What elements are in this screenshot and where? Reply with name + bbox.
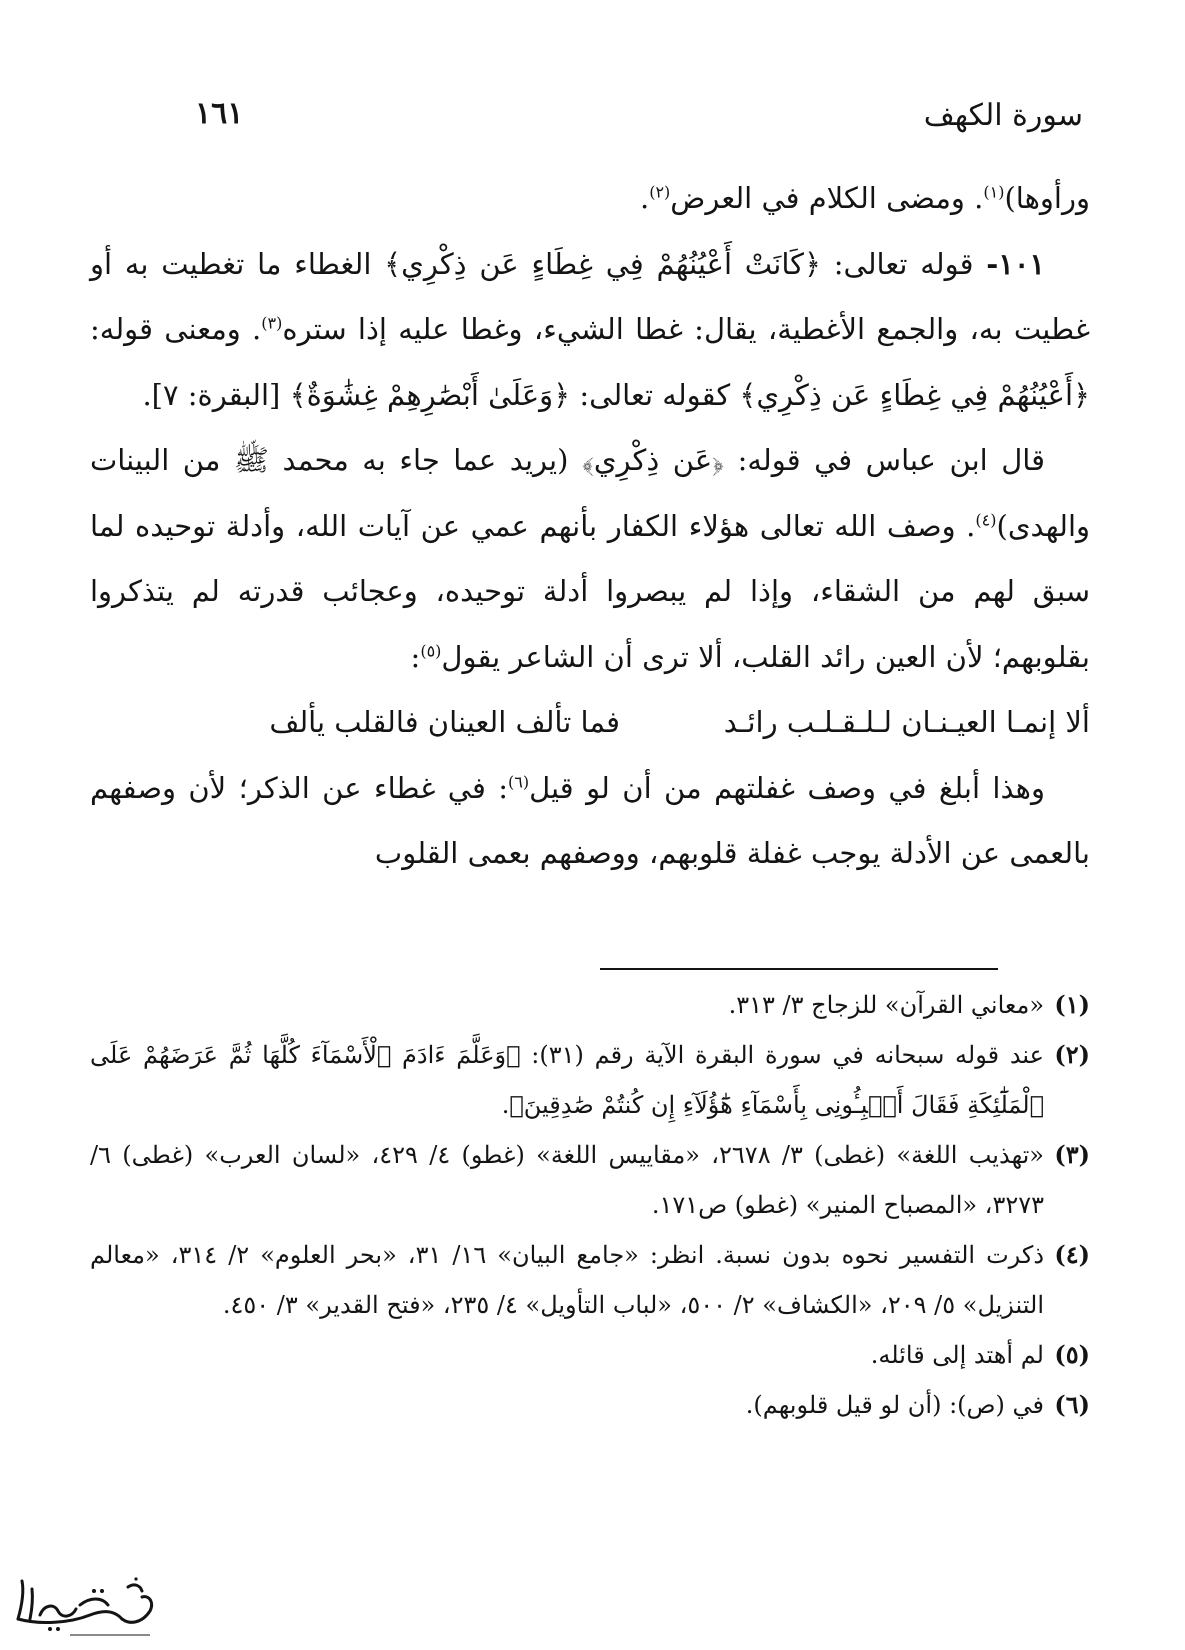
footnote-number: (٤) bbox=[1054, 1240, 1090, 1269]
paragraph-2: ١٠١- قوله تعالى: ﴿كَانَتْ أَعْيُنُهُمْ فِي غِطَاءٍ عَن ذِكْرِي﴾ الغطاء ما تغطيت به أو غطيت به، والجمع الأغطية، يقال: غطا الشيء، وغطا عليه إذا ستره$^{(٣)}$. ومعنى قوله: ﴿أَعْيُنُهُمْ فِي غِطَاءٍ عَن ذِكْرِي﴾ كقوله تعالى: ﴿وَعَلَىٰ أَبْصَٰرِهِمْ غِشَٰوَةٌ﴾ [البقرة: ٧]. bbox=[90, 246, 1091, 412]
footnote-number: (١) bbox=[1054, 990, 1090, 1019]
footnote-ref-3[interactable]: (٣) bbox=[261, 313, 283, 333]
footnote-1 bbox=[90, 980, 1090, 1030]
verse-number: ١٠١- bbox=[986, 246, 1045, 281]
footnote-number: (٦) bbox=[1054, 1390, 1090, 1419]
paragraph-4: وهذا أبلغ في وصف غفلتهم من أن لو قيل$^{(٦)}$: في غطاء عن الذكر؛ لأن وصفهم بالعمى عن الأدلة يوجب غفلة قلوبهم، ووصفهم بعمى القلوب bbox=[90, 770, 1090, 870]
footnote-text: عند قوله سبحانه في سورة البقرة الآية رقم (٣١): ﴿وَعَلَّمَ ءَادَمَ ٱلْأَسْمَآءَ كُلَّهَا ثُمَّ عَرَضَهُمْ عَلَى ٱلْمَلَٰٓئِكَةِ فَقَالَ أَنۢبِـُٔونِى بِأَسْمَآءِ هَٰٓؤُلَآءِ إِن كُنتُمْ صَٰدِقِينَ﴾. bbox=[90, 1041, 1044, 1119]
verse-hemistich-right: ألا إنمـا العيـنـان لـلـقـلـب رائـد bbox=[723, 705, 1090, 739]
footnote-6 bbox=[90, 1380, 1090, 1430]
main-text bbox=[90, 166, 1090, 887]
footnote-4 bbox=[90, 1230, 1090, 1330]
footnote-3 bbox=[90, 1130, 1090, 1230]
footnote-2 bbox=[90, 1030, 1090, 1130]
footnote-5 bbox=[90, 1330, 1090, 1380]
paragraph-3: قال ابن عباس في قوله: ﴿عَن ذِكْرِي﴾ (يريد عما جاء به محمد ﷺ من البينات والهدى)$^{(٤)}$. وصف الله تعالى هؤلاء الكفار بأنهم عمي عن آيات الله، وأدلة توحيده لما سبق لهم من الشقاء، وإذا لم يبصروا أدلة توحيده، وعجائب قدرته لم يتذكروا بقلوبهم؛ لأن العين رائد القلب، ألا ترى أن الشاعر يقول$^{(٥)}$: bbox=[90, 443, 1090, 674]
footnote-text: في (ص): (أن لو قيل قلوبهم). bbox=[745, 1391, 1044, 1419]
footnote-ref-5[interactable]: (٥) bbox=[420, 640, 442, 660]
running-header-surah: سورة الكهف bbox=[923, 98, 1083, 133]
footnote-text: لم أهتد إلى قائله. bbox=[870, 1341, 1044, 1369]
footnote-text: «معاني القرآن» للزجاج ٣/ ٣١٣. bbox=[728, 991, 1044, 1019]
footnote-number: (٣) bbox=[1054, 1140, 1090, 1169]
footnote-ref-2[interactable]: (٢) bbox=[649, 182, 671, 202]
footnote-number: (٥) bbox=[1054, 1340, 1090, 1369]
footnote-text: «تهذيب اللغة» (غطى) ٣/ ٢٦٧٨، «مقاييس اللغة» (غطو) ٤/ ٤٢٩، «لسان العرب» (غطى) ٦/ ٣٢٧٣، «المصباح المنير» (غطو) ص١٧١. bbox=[90, 1141, 1044, 1219]
footnote-separator bbox=[600, 968, 998, 970]
poetry-verse bbox=[90, 690, 1090, 756]
footnote-ref-4[interactable]: (٤) bbox=[975, 509, 997, 529]
page-number: ١٦١ bbox=[195, 96, 244, 131]
calligraphy-watermark-logo bbox=[10, 1575, 160, 1640]
verse-hemistich-left: فما تألف العينان فالقلب يألف bbox=[269, 705, 620, 739]
footnote-number: (٢) bbox=[1054, 1040, 1090, 1069]
footnote-ref-1[interactable]: (١) bbox=[983, 182, 1005, 202]
paragraph-1: ورأوها)$^{(١)}$. ومضى الكلام في العرض$^{(٢)}$. bbox=[639, 181, 1090, 215]
footnote-ref-6[interactable]: (٦) bbox=[508, 771, 530, 791]
footnote-text: ذكرت التفسير نحوه بدون نسبة. انظر: «جامع البيان» ١٦/ ٣١، «بحر العلوم» ٢/ ٣١٤، «معالم التنزيل» ٥/ ٢٠٩، «الكشاف» ٢/ ٥٠٠، «لباب التأويل» ٤/ ٢٣٥، «فتح القدير» ٣/ ٤٥٠. bbox=[90, 1241, 1045, 1319]
footnotes bbox=[90, 980, 1090, 1430]
